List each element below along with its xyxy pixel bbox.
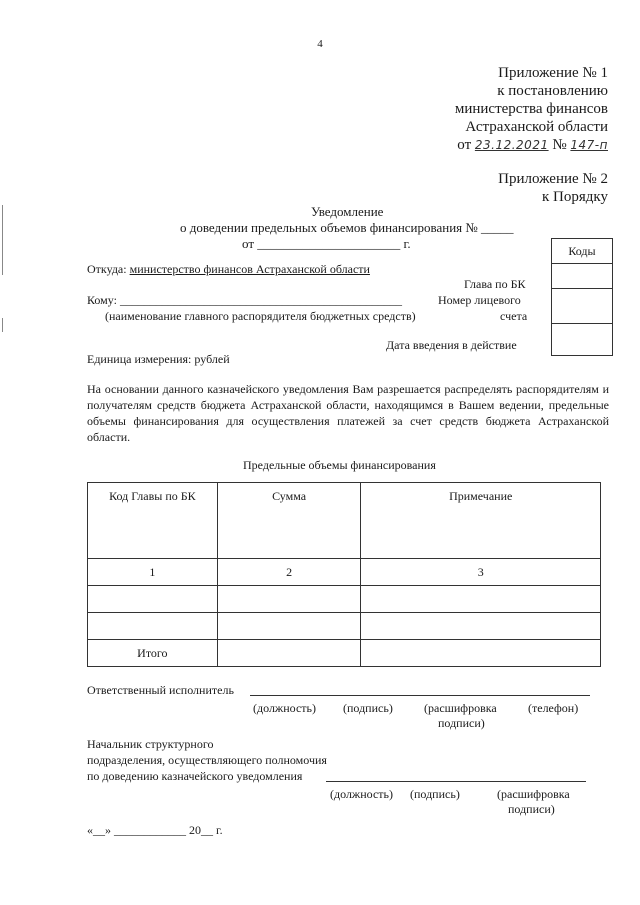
- appendix-1-date-line: [455, 136, 608, 154]
- table-number-row: [88, 559, 601, 586]
- table-total-row: [88, 640, 601, 667]
- codes-header: Коды: [552, 239, 612, 264]
- codes-box: [551, 238, 613, 356]
- responsible-signature-line: [250, 695, 590, 696]
- appendix-1-date-prefix: от: [457, 137, 472, 153]
- account-label-1: Номер лицевого: [438, 293, 521, 307]
- total-label: Итого: [88, 640, 218, 667]
- table-cell: [88, 586, 218, 613]
- handwritten-number: 147-п: [570, 138, 608, 152]
- sig1-decoding-2: подписи): [438, 716, 485, 730]
- to-label: Кому:: [87, 293, 117, 307]
- total-note-cell: [361, 640, 601, 667]
- total-sum-cell: [217, 640, 361, 667]
- chapter-bk-label: Глава по БК: [464, 277, 526, 291]
- to-line: [87, 293, 402, 308]
- unit-label: Единица измерения: рублей: [87, 352, 230, 366]
- sig1-signature: (подпись): [343, 701, 393, 715]
- appendix-2-title: Приложение № 2: [498, 171, 608, 187]
- responsible-label: Ответственный исполнитель: [87, 683, 234, 697]
- scan-edge-mark: [2, 318, 3, 332]
- appendix-2-block: [498, 170, 608, 206]
- from-line: [87, 262, 370, 277]
- table-title: Предельные объемы финансирования: [243, 458, 436, 472]
- head-label-2: подразделения, осуществляющего полномочия: [87, 753, 327, 767]
- col-number-2: 2: [217, 559, 361, 586]
- limits-table: [87, 482, 601, 667]
- header-note: Примечание: [361, 483, 601, 559]
- sig1-decoding-1: (расшифровка: [424, 701, 497, 715]
- scan-edge-mark: [2, 205, 3, 275]
- to-hint: (наименование главного распорядителя бюджетных средств): [105, 309, 416, 323]
- sig1-phone: (телефон): [528, 701, 579, 715]
- head-signature-line: [326, 781, 586, 782]
- codes-cell-account: [552, 289, 612, 324]
- appendix-1-title: Приложение № 1: [498, 65, 608, 81]
- footer-date: «__» ____________ 20__ г.: [87, 823, 223, 837]
- sig1-position: (должность): [253, 701, 316, 715]
- date-effective-label: Дата введения в действие: [386, 338, 517, 352]
- from-label: Откуда:: [87, 262, 127, 276]
- handwritten-date: 23.12.2021: [474, 138, 549, 152]
- appendix-2-line2: к Порядку: [542, 189, 608, 205]
- body-paragraph: На основании данного казначейского уведомления Вам разрешается распределять распорядителям и получателям средств бюджета Астраханской области, находящимся в Вашем ведении, предельные объемы финансирования для осуществления платежей за счет средств бюджета Астраханской области.: [87, 382, 609, 444]
- notice-subtitle: о доведении предельных объемов финансирования № _____: [180, 220, 514, 235]
- appendix-1-block: [455, 64, 608, 154]
- header-sum: Сумма: [217, 483, 361, 559]
- to-underline: _______________________________________________: [119, 293, 402, 307]
- head-label-3: по доведению казначейского уведомления: [87, 769, 303, 783]
- appendix-1-line2: к постановлению: [497, 83, 608, 99]
- col-number-3: 3: [361, 559, 601, 586]
- appendix-1-line3: министерства финансов: [454, 101, 608, 117]
- head-label-1: Начальник структурного: [87, 737, 214, 751]
- table-header-row: [88, 483, 601, 559]
- table-cell: [88, 613, 218, 640]
- col-number-1: 1: [88, 559, 218, 586]
- page-number: 4: [317, 38, 323, 50]
- table-cell: [361, 586, 601, 613]
- table-row: [88, 613, 601, 640]
- notice-date-line: от ______________________ г.: [242, 236, 411, 251]
- sig2-decoding-2: подписи): [508, 802, 555, 816]
- appendix-1-line4: Астраханской области: [465, 119, 608, 135]
- table-row: [88, 586, 601, 613]
- notice-title: Уведомление: [311, 204, 384, 219]
- sig2-decoding-1: (расшифровка: [497, 787, 570, 801]
- number-sign: №: [552, 137, 567, 153]
- codes-cell-date: [552, 324, 612, 356]
- sig2-signature: (подпись): [410, 787, 460, 801]
- from-value: министерство финансов Астраханской области: [129, 262, 370, 276]
- table-cell: [361, 613, 601, 640]
- table-cell: [217, 586, 361, 613]
- table-cell: [217, 613, 361, 640]
- account-label-2: счета: [500, 309, 528, 323]
- header-code: Код Главы по БК: [88, 483, 218, 559]
- codes-cell-chapter: [552, 264, 612, 289]
- sig2-position: (должность): [330, 787, 393, 801]
